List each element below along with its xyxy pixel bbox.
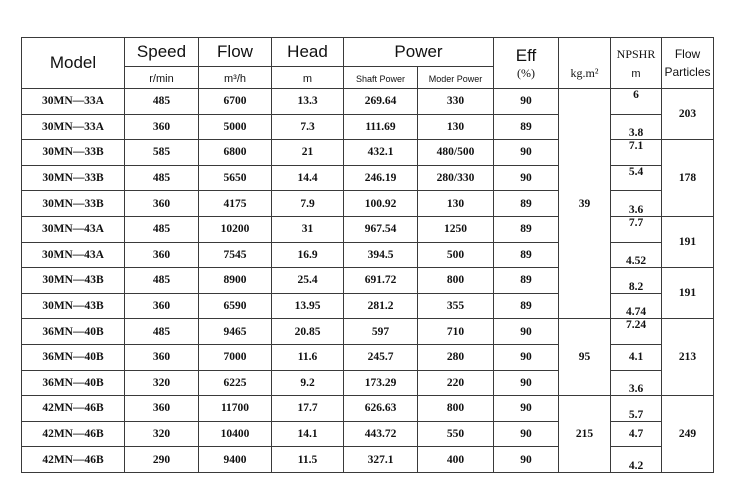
cell-weight-group: 215	[559, 396, 611, 473]
cell-flow-particles-group: 249	[662, 396, 714, 473]
cell-eff: 89	[494, 268, 559, 294]
cell-model: 30MN—43B	[22, 293, 125, 319]
cell-model: 30MN—33B	[22, 140, 125, 166]
cell-shaft: 626.63	[344, 396, 418, 422]
cell-moder: 800	[418, 268, 494, 294]
cell-eff: 89	[494, 242, 559, 268]
table-row	[22, 447, 714, 473]
cell-speed: 585	[125, 140, 199, 166]
cell-weight-group: 39	[559, 89, 611, 319]
cell-model: 42MN—46B	[22, 447, 125, 473]
cell-speed: 360	[125, 242, 199, 268]
table-row	[22, 268, 714, 294]
header-flow: Flow	[199, 38, 272, 67]
cell-npshr: 3.6	[611, 191, 662, 217]
table-row	[22, 344, 714, 370]
cell-moder: 220	[418, 370, 494, 396]
cell-eff: 89	[494, 191, 559, 217]
cell-speed: 360	[125, 114, 199, 140]
cell-speed: 360	[125, 396, 199, 422]
cell-eff: 89	[494, 216, 559, 242]
cell-head: 21	[272, 140, 344, 166]
cell-npshr: 7.24	[611, 319, 662, 345]
table-row	[22, 140, 714, 166]
cell-shaft: 327.1	[344, 447, 418, 473]
cell-flow: 6225	[199, 370, 272, 396]
cell-moder: 130	[418, 114, 494, 140]
header-power: Power	[344, 38, 494, 67]
cell-eff: 90	[494, 319, 559, 345]
cell-shaft: 394.5	[344, 242, 418, 268]
cell-shaft: 245.7	[344, 344, 418, 370]
table-row	[22, 191, 714, 217]
cell-speed: 360	[125, 191, 199, 217]
cell-npshr: 7.7	[611, 216, 662, 242]
cell-shaft: 443.72	[344, 421, 418, 447]
cell-eff: 89	[494, 293, 559, 319]
cell-head: 7.3	[272, 114, 344, 140]
cell-eff: 90	[494, 344, 559, 370]
cell-eff: 90	[494, 421, 559, 447]
table-row	[22, 242, 714, 268]
cell-eff: 90	[494, 140, 559, 166]
cell-speed: 360	[125, 293, 199, 319]
cell-shaft: 432.1	[344, 140, 418, 166]
cell-head: 20.85	[272, 319, 344, 345]
header-eff: Eff (%)	[494, 38, 559, 89]
cell-speed: 485	[125, 268, 199, 294]
cell-flow: 9465	[199, 319, 272, 345]
cell-speed: 320	[125, 370, 199, 396]
cell-flow: 6700	[199, 89, 272, 115]
cell-flow: 6800	[199, 140, 272, 166]
cell-flow-particles-group: 213	[662, 319, 714, 396]
cell-speed: 320	[125, 421, 199, 447]
cell-model: 30MN—43A	[22, 242, 125, 268]
cell-moder: 500	[418, 242, 494, 268]
header-speed-unit: r/min	[125, 67, 199, 89]
cell-model: 30MN—33B	[22, 191, 125, 217]
cell-model: 30MN—43A	[22, 216, 125, 242]
cell-npshr: 4.7	[611, 421, 662, 447]
cell-npshr: 5.4	[611, 165, 662, 191]
cell-model: 36MN—40B	[22, 370, 125, 396]
cell-flow: 9400	[199, 447, 272, 473]
cell-shaft: 269.64	[344, 89, 418, 115]
pump-spec-table	[21, 37, 714, 473]
table-row	[22, 114, 714, 140]
cell-npshr: 7.1	[611, 140, 662, 166]
cell-speed: 485	[125, 165, 199, 191]
cell-npshr: 3.6	[611, 370, 662, 396]
cell-npshr: 4.52	[611, 242, 662, 268]
cell-head: 11.6	[272, 344, 344, 370]
cell-moder: 280/330	[418, 165, 494, 191]
cell-flow: 7000	[199, 344, 272, 370]
cell-moder: 330	[418, 89, 494, 115]
cell-eff: 90	[494, 396, 559, 422]
cell-model: 42MN—46B	[22, 396, 125, 422]
cell-head: 14.4	[272, 165, 344, 191]
cell-speed: 485	[125, 216, 199, 242]
cell-moder: 280	[418, 344, 494, 370]
cell-eff: 90	[494, 89, 559, 115]
cell-moder: 400	[418, 447, 494, 473]
cell-head: 7.9	[272, 191, 344, 217]
cell-shaft: 100.92	[344, 191, 418, 217]
cell-npshr: 3.8	[611, 114, 662, 140]
cell-flow-particles-group: 191	[662, 216, 714, 267]
cell-npshr: 8.2	[611, 268, 662, 294]
cell-moder: 355	[418, 293, 494, 319]
table-body	[22, 89, 714, 473]
cell-model: 30MN—33A	[22, 89, 125, 115]
table-row	[22, 165, 714, 191]
cell-flow-particles-group: 178	[662, 140, 714, 217]
cell-eff: 90	[494, 165, 559, 191]
header-npshr: NPSHR m	[611, 38, 662, 89]
cell-moder: 130	[418, 191, 494, 217]
cell-flow: 7545	[199, 242, 272, 268]
table-row	[22, 216, 714, 242]
cell-flow-particles-group: 191	[662, 268, 714, 319]
cell-shaft: 597	[344, 319, 418, 345]
header-speed: Speed	[125, 38, 199, 67]
cell-shaft: 246.19	[344, 165, 418, 191]
cell-head: 16.9	[272, 242, 344, 268]
cell-speed: 290	[125, 447, 199, 473]
cell-model: 30MN—43B	[22, 268, 125, 294]
table-row	[22, 421, 714, 447]
header-flow-unit: m³/h	[199, 67, 272, 89]
cell-npshr: 4.2	[611, 447, 662, 473]
header-head-unit: m	[272, 67, 344, 89]
table-row	[22, 293, 714, 319]
pump-spec-table-wrapper	[21, 37, 714, 473]
cell-shaft: 173.29	[344, 370, 418, 396]
cell-shaft: 967.54	[344, 216, 418, 242]
cell-model: 30MN—33B	[22, 165, 125, 191]
cell-speed: 360	[125, 344, 199, 370]
cell-shaft: 111.69	[344, 114, 418, 140]
cell-moder: 1250	[418, 216, 494, 242]
cell-moder: 480/500	[418, 140, 494, 166]
cell-head: 17.7	[272, 396, 344, 422]
cell-flow: 5000	[199, 114, 272, 140]
cell-shaft: 281.2	[344, 293, 418, 319]
cell-flow: 6590	[199, 293, 272, 319]
cell-model: 36MN—40B	[22, 344, 125, 370]
cell-flow: 10200	[199, 216, 272, 242]
cell-npshr: 4.74	[611, 293, 662, 319]
header-head: Head	[272, 38, 344, 67]
cell-npshr: 6	[611, 89, 662, 115]
header-flow-particles: Flow Particles	[662, 38, 714, 89]
cell-head: 9.2	[272, 370, 344, 396]
cell-moder: 710	[418, 319, 494, 345]
cell-eff: 89	[494, 114, 559, 140]
cell-head: 13.95	[272, 293, 344, 319]
header-weight: kg.m²	[559, 38, 611, 89]
cell-head: 11.5	[272, 447, 344, 473]
cell-eff: 90	[494, 447, 559, 473]
table-row	[22, 89, 714, 115]
header-row-1	[22, 38, 714, 67]
header-shaft-power: Shaft Power	[344, 67, 418, 89]
cell-moder: 550	[418, 421, 494, 447]
cell-head: 14.1	[272, 421, 344, 447]
cell-model: 30MN—33A	[22, 114, 125, 140]
cell-head: 13.3	[272, 89, 344, 115]
table-row	[22, 319, 714, 345]
table-row	[22, 396, 714, 422]
cell-model: 42MN—46B	[22, 421, 125, 447]
cell-eff: 90	[494, 370, 559, 396]
header-moder-power: Moder Power	[418, 67, 494, 89]
cell-flow: 8900	[199, 268, 272, 294]
cell-flow: 5650	[199, 165, 272, 191]
cell-flow: 11700	[199, 396, 272, 422]
cell-npshr: 5.7	[611, 396, 662, 422]
cell-flow-particles-group: 203	[662, 89, 714, 140]
cell-speed: 485	[125, 89, 199, 115]
header-model: Model	[22, 38, 125, 89]
table-row	[22, 370, 714, 396]
cell-flow: 4175	[199, 191, 272, 217]
cell-npshr: 4.1	[611, 344, 662, 370]
cell-head: 25.4	[272, 268, 344, 294]
cell-speed: 485	[125, 319, 199, 345]
cell-flow: 10400	[199, 421, 272, 447]
cell-moder: 800	[418, 396, 494, 422]
cell-weight-group: 95	[559, 319, 611, 396]
cell-model: 36MN—40B	[22, 319, 125, 345]
cell-head: 31	[272, 216, 344, 242]
cell-shaft: 691.72	[344, 268, 418, 294]
